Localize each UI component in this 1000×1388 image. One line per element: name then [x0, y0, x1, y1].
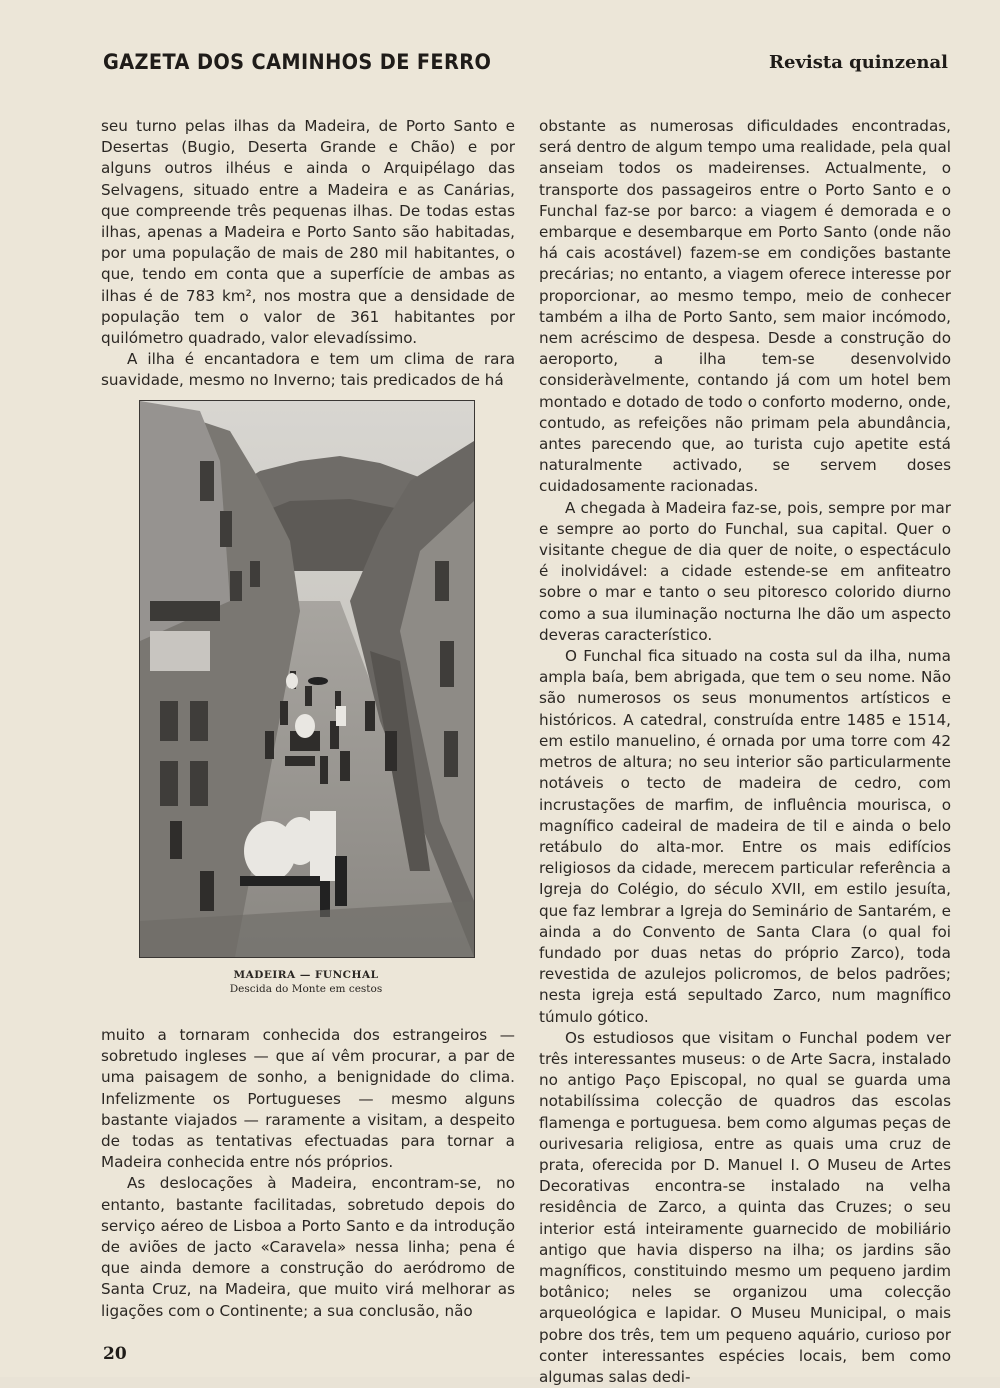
photo-caption — [139, 968, 473, 996]
left-column-bottom — [101, 1025, 515, 1322]
caption-subtitle: Descida do Monte em cestos — [229, 983, 383, 995]
paragraph: A ilha é encantadora e tem um clima de rara suavidade, mesmo no Inverno; tais predicados de há — [101, 350, 515, 390]
paragraph: As deslocações à Madeira, encontram-se, no entanto, bastante facilitadas, sobretudo depois do serviço aéreo de Lisboa a Porto Santo e da introdução de aviões de jacto «Caravela» nessa linha; pena é que ainda demore a construção do aeródromo de Santa Cruz, na Madeira, que muito virá melhorar as ligações com o Continente; a sua conclusão, não — [101, 1174, 515, 1320]
photo-illustration — [140, 401, 474, 957]
left-column-top — [101, 116, 515, 392]
paragraph: A chegada à Madeira faz-se, pois, sempre por mar e sempre ao porto do Funchal, sua capital. Quer o visitante chegue de dia quer de noite, o espectáculo é inolvidável: a cidade estende-se em anfiteatro sobre o mar e tanto o seu pitoresco colorido diurno como a sua iluminação nocturna lhe dão um aspecto deveras característico. — [539, 498, 951, 644]
caption-title: MADEIRA — FUNCHAL — [233, 969, 379, 981]
right-column — [539, 116, 951, 1388]
paragraph: muito a tornaram conhecida dos estrangeiros — sobretudo ingleses — que aí vêm procurar, a par de uma paisagem de sonho, a benignidade do clima. Infelizmente os Portugueses — mesmo alguns bastante viajados — raramente a visitam, a despeito de todas as tentativas efectuadas para tornar a Madeira conhecida entre nós próprios. — [101, 1026, 515, 1172]
page-number: 20 — [103, 1344, 127, 1364]
paragraph: O Funchal fica situado na costa sul da ilha, numa ampla baía, bem abrigada, que tem o seu nome. Não são numerosos os seus monumentos artísticos e históricos. A catedral, construída entre 1485 e 1514, em estilo manuelino, é ornada por uma torre com 42 metros de altura; no seu interior são particularmente notáveis o tecto de madeira de cedro, com incrustações de marfim, de influência mourisca, o magnífico cadeiral de madeira de til e ainda o belo retábulo do alta-mor. Entre os mais edifícios religiosos da cidade, merecem particular referência a Igreja do Colégio, do século XVII, em estilo jesuíta, que faz lembrar a Igreja do Seminário de Santarém, e ainda a do Convento de Santa Clara (o qual foi fundado por duas netas do próprio Zarco), toda revestida de azulejos policromos, de belos padrões; nesta igreja está sepultado Zarco, num magnífico túmulo gótico. — [539, 647, 951, 1026]
paragraph: seu turno pelas ilhas da Madeira, de Porto Santo e Desertas (Bugio, Deserta Grande e Chão) e por alguns outros ilhéus e ainda o Arquipélago das Selvagens, situado entre a Madeira e as Canárias, que compreende três pequenas ilhas. De todas estas ilhas, apenas a Madeira e Porto Santo são habitadas, por uma população de mais de 280 mil habitantes, o que, tendo em conta que a superfície de ambas as ilhas é de 783 km², nos mostra que a densidade de população tem o valor de 361 habitantes por quilómetro quadrado, valor elevadíssimo. — [101, 117, 515, 348]
street-photograph — [139, 400, 475, 958]
paragraph: obstante as numerosas dificuldades encontradas, será dentro de algum tempo uma realidade, pela qual anseiam todos os madeirenses. Actualmente, o transporte dos passageiros entre o Porto Santo e o Funchal faz-se por barco: a viagem é demorada e o embarque e desembarque em Porto Santo (onde não há cais acostável) fazem-se em condições bastante precárias; no entanto, a viagem oferece interesse por proporcionar, ao mesmo tempo, meio de conhecer também a ilha de Porto Santo, sem maior incómodo, nem acréscimo de despesa. Desde a construção do aeroporto, a ilha tem-se desenvolvido consideràvelmente, contando já com um hotel bem montado e dotado de todo o conforto moderno, onde, contudo, as refeições não primam pela abundância, antes parecendo que, ao turista cujo apetite está naturalmente activado, se servem doses cuidadosamente racionadas. — [539, 117, 951, 496]
paragraph: Os estudiosos que visitam o Funchal podem ver três interessantes museus: o de Arte Sacra, instalado no antigo Paço Episcopal, no qual se guarda uma notabilíssima colecção de quadros das escolas flamenga e portuguesa. bem como algumas peças de ourivesaria religiosa, entre as quais uma cruz de prata, oferecida por D. Manuel I. O Museu de Artes Decorativas encontra-se instalado na velha residência de Zarco, a quinta das Cruzes; o seu interior está inteiramente guarnecido de mobiliário antigo que havia disperso na ilha; os jardins são magníficos, constituindo mesmo um pequeno jardim botânico; neles se organizou uma colecção arqueológica e lapidar. O Museu Municipal, o mais pobre dos três, tem um pequeno aquário, curioso por conter interessantes espécies locais, bem como algumas salas dedi- — [539, 1028, 951, 1386]
magazine-frequency: Revista quinzenal — [769, 52, 948, 73]
magazine-title: GAZETA DOS CAMINHOS DE FERRO — [103, 50, 492, 74]
